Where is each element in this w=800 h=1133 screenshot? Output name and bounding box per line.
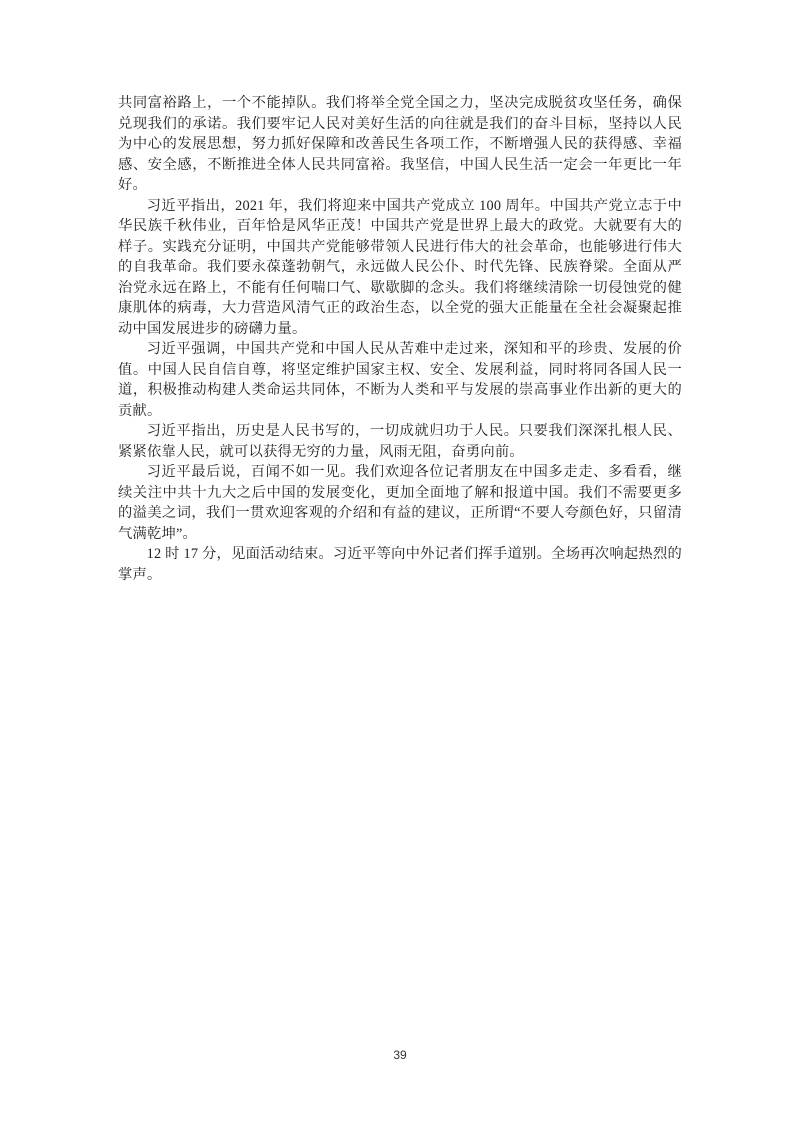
paragraph: 12 时 17 分，见面活动结束。习近平等向中外记者们挥手道别。全场再次响起热烈的掌声。: [118, 546, 682, 583]
paragraph: 习近平指出，2021 年，我们将迎来中国共产党成立 100 周年。中国共产党立志于中华民族千秋伟业，百年恰是风华正茂！中国共产党是世界上最大的政党。大就要有大的样子。实践充分证明，中国共产党能够带领人民进行伟大的社会革命，也能够进行伟大的自我革命。我们要永葆蓬勃朝气，永远做人民公仆、时代先锋、民族脊梁。全面从严治党永远在路上，不能有任何喘口气、歇歇脚的念头。我们将继续清除一切侵蚀党的健康肌体的病毒，大力营造风清气正的政治生态，以全党的强大正能量在全社会凝聚起推动中国发展进步的磅礴力量。: [118, 197, 682, 337]
document-body: [118, 93, 682, 585]
paragraph: 习近平最后说，百闻不如一见。我们欢迎各位记者朋友在中国多走走、多看看，继续关注中共十九大之后中国的发展变化，更加全面地了解和报道中国。我们不需要更多的溢美之词，我们一贯欢迎客观的介绍和有益的建议，正所谓“不要人夸颜色好，只留清气满乾坤”。: [118, 464, 682, 542]
paragraph-continued: 共同富裕路上，一个不能掉队。我们将举全党全国之力，坚决完成脱贫攻坚任务，确保兑现我们的承诺。我们要牢记人民对美好生活的向往就是我们的奋斗目标，坚持以人民为中心的发展思想，努力抓好保障和改善民生各项工作，不断增强人民的获得感、幸福感、安全感，不断推进全体人民共同富裕。我坚信，中国人民生活一定会一年更比一年好。: [118, 95, 682, 193]
paragraph: 习近平指出，历史是人民书写的，一切成就归功于人民。只要我们深深扎根人民、紧紧依靠人民，就可以获得无穷的力量，风雨无阻，奋勇向前。: [118, 423, 682, 460]
paragraph: 习近平强调，中国共产党和中国人民从苦难中走过来，深知和平的珍贵、发展的价值。中国人民自信自尊，将坚定维护国家主权、安全、发展利益，同时将同各国人民一道，积极推动构建人类命运共同体，不断为人类和平与发展的崇高事业作出新的更大的贡献。: [118, 341, 682, 419]
page-number: 39: [393, 1048, 407, 1062]
